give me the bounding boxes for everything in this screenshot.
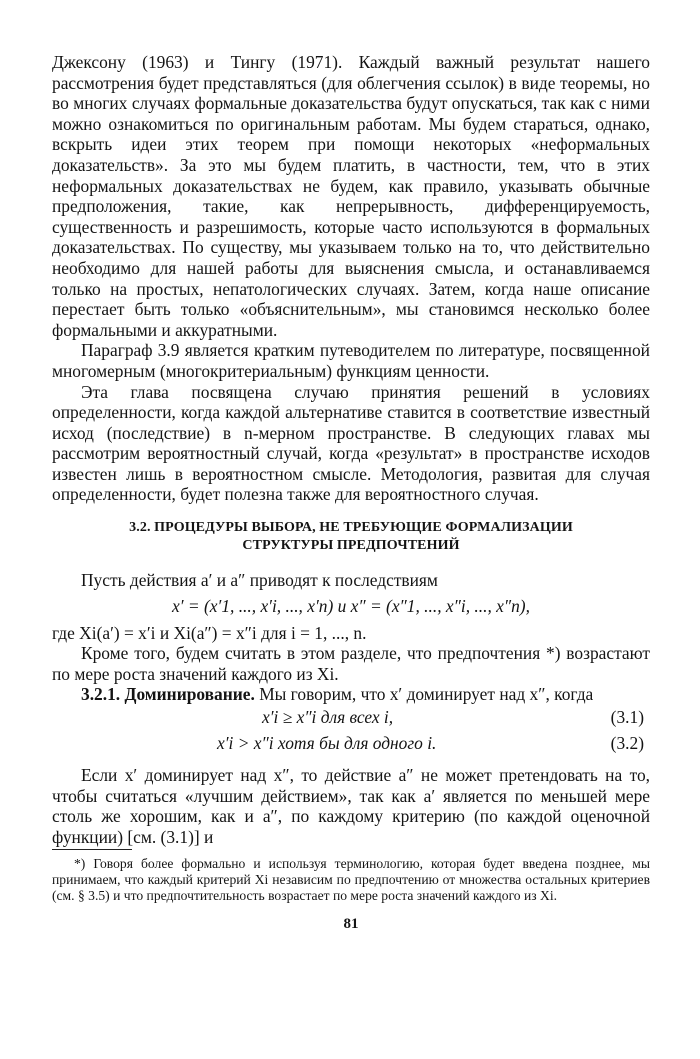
- subsection-body: Мы говорим, что x′ доминирует над x″, когда: [254, 684, 594, 705]
- equation-3-1-number: (3.1): [610, 707, 644, 728]
- subsection-dominance: [52, 684, 650, 705]
- paragraph-dominance-conclusion: Если x′ доминирует над x″, то действие a″ не может претендовать на то, чтобы считаться «лучшим действием», так как a′ является по меньшей мере столь же хорошим, как и a″, по каждому критерию (по каждой оценочной функции) [см. (3.1)] и: [52, 765, 650, 847]
- footnote-rule: [52, 849, 132, 850]
- paragraph-lead: Пусть действия a′ и a″ приводят к последствиям: [81, 570, 438, 591]
- equation-3-2-number: (3.2): [610, 733, 644, 754]
- paragraph-section-guide: Параграф 3.9 является кратким путеводителем по литературе, посвященной многомерным (многокритериальным) функциям ценности.: [52, 340, 650, 381]
- subsection-title: 3.2.1. Доминирование.: [81, 684, 255, 705]
- page-number: 81: [343, 916, 359, 933]
- paragraph-intro: Джексону (1963) и Тингу (1971). Каждый важный результат нашего рассмотрения будет представляться (для облегчения ссылок) в виде теоремы, но во многих случаях формальные доказательства будут опускаться, так как с ними можно ознакомиться по оригинальным работам. Мы будем стараться, однако, вскрыть идеи этих теорем при помощи некоторых «неформальных доказательств». За это мы будем платить, в частности, тем, что в этих неформальных доказательствах не будем, как правило, указывать обычные предположения, такие, как непрерывность, дифференцируемость, существенность и разрешимость, которые часто используются в формальных доказательствах. По существу, мы указываем только на то, что действительно необходимо для нашей работы для выяснения смысла, и останавливаемся только на простых, непатологических случаях. Затем, когда наше описание перестает быть только «объяснительным», мы становимся несколько более формальными и аккуратными.: [52, 52, 650, 340]
- formula-vectors: x′ = (x′1, ..., x′i, ..., x′n) и x″ = (x″1, ..., x″i, ..., x″n),: [172, 595, 530, 616]
- equation-3-2-body: x′i > x″i хотя бы для одного i.: [217, 733, 437, 754]
- page-body: [52, 52, 650, 933]
- equation-3-2: [52, 731, 650, 757]
- footnote: *) Говоря более формально и используя терминологию, которая будет введена позднее, мы принимаем, что каждый критерий Xi независим по предпочтению от множества остальных критериев (см. § 3.5) и что предпочтительность возрастает по мере роста значений каждого из Xi.: [52, 856, 650, 904]
- equation-3-1-body: x′i ≥ x″i для всех i,: [262, 707, 394, 728]
- equation-3-1: [52, 705, 650, 731]
- section-heading: [52, 519, 650, 555]
- paragraph-assumption: Кроме того, будем считать в этом разделе, что предпочтения *) возрастают по мере роста значений каждого из Xi.: [52, 643, 650, 684]
- paragraph-where: где Xi(a′) = x′i и Xi(a″) = x″i для i = 1, ..., n.: [52, 622, 367, 643]
- section-heading-line2: СТРУКТУРЫ ПРЕДПОЧТЕНИЙ: [242, 538, 460, 554]
- paragraph-chapter-scope: Эта глава посвящена случаю принятия решений в условиях определенности, когда каждой альтернативе ставится в соответствие известный исход (последствие) в n-мерном пространстве. В следующих главах мы рассмотрим вероятностный случай, когда «результат» в пространстве исходов известен лишь в вероятностном смысле. Методология, развитая для случая определенности, будет полезна также для вероятностного случая.: [52, 381, 650, 505]
- section-heading-line1: 3.2. ПРОЦЕДУРЫ ВЫБОРА, НЕ ТРЕБУЮЩИЕ ФОРМАЛИЗАЦИИ: [129, 520, 573, 536]
